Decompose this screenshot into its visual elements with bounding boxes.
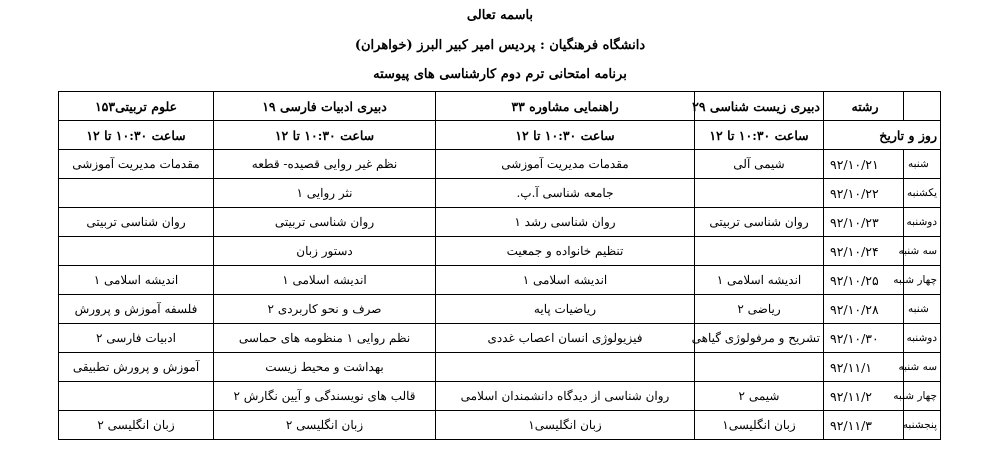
row-date: ۹۲/۱۱/۱ <box>824 353 904 382</box>
course-cell: آموزش و پرورش تطبیقی <box>59 353 214 382</box>
course-cell <box>59 237 214 266</box>
row-day: شنبه <box>904 295 941 324</box>
course-cell: صرف و نحو کاربردی ۲ <box>214 295 436 324</box>
column-title: راهنمایی مشاوره ۳۳ <box>436 92 695 121</box>
row-day: پنجشنبه <box>904 411 941 440</box>
table-row <box>59 353 941 382</box>
column-title: علوم تربیتی۱۵۳ <box>59 92 214 121</box>
table-row <box>59 179 941 208</box>
course-cell <box>59 382 214 411</box>
course-cell: اندیشه اسلامی ۱ <box>436 266 695 295</box>
course-cell: روان شناسی تربیتی <box>214 208 436 237</box>
table-header-row-1 <box>59 92 941 121</box>
course-cell <box>695 353 824 382</box>
doc-header-bismillah: باسمه تعالی <box>466 8 534 23</box>
course-cell: اندیشه اسلامی ۱ <box>59 266 214 295</box>
row-date: ۹۲/۱۱/۲ <box>824 382 904 411</box>
row-date: ۹۲/۱۰/۲۳ <box>824 208 904 237</box>
course-cell <box>436 353 695 382</box>
table-row <box>59 295 941 324</box>
column-time: ساعت ۱۰:۳۰ تا ۱۲ <box>695 121 824 150</box>
table-row <box>59 150 941 179</box>
table-row <box>59 237 941 266</box>
course-cell: بهداشت و محیط زیست <box>214 353 436 382</box>
row-day: دوشنبه <box>904 208 941 237</box>
header-corner-field: رشته <box>824 92 904 121</box>
header-corner-day <box>904 92 941 121</box>
row-day: شنبه <box>904 150 941 179</box>
table-row <box>59 208 941 237</box>
row-date: ۹۲/۱۰/۲۴ <box>824 237 904 266</box>
course-cell: جامعه شناسی آ.پ. <box>436 179 695 208</box>
course-cell <box>695 237 824 266</box>
row-date: ۹۲/۱۰/۳۰ <box>824 324 904 353</box>
course-cell: فیزیولوژی انسان اعصاب غددی <box>436 324 695 353</box>
course-cell: روان شناسی تربیتی <box>695 208 824 237</box>
column-time: ساعت ۱۰:۳۰ تا ۱۲ <box>214 121 436 150</box>
row-day: دوشنبه <box>904 324 941 353</box>
row-date: ۹۲/۱۰/۲۵ <box>824 266 904 295</box>
course-cell: نظم غیر روایی قصیده- قطعه <box>214 150 436 179</box>
course-cell <box>59 179 214 208</box>
course-cell: تشریح و مرفولوژی گیاهی <box>695 324 824 353</box>
column-time: ساعت ۱۰:۳۰ تا ۱۲ <box>59 121 214 150</box>
row-day: یکشنبه <box>904 179 941 208</box>
course-cell: مقدمات مدیریت آموزشی <box>59 150 214 179</box>
table-row <box>59 324 941 353</box>
row-day: سه شنبه <box>904 353 941 382</box>
row-day: چهار شنبه <box>904 266 941 295</box>
course-cell: اندیشه اسلامی ۱ <box>214 266 436 295</box>
row-date: ۹۲/۱۰/۲۸ <box>824 295 904 324</box>
table-header-row-2 <box>59 121 941 150</box>
course-cell: ریاضی ۲ <box>695 295 824 324</box>
course-cell: مقدمات مدیریت آموزشی <box>436 150 695 179</box>
column-title: دبیری زیست شناسی ۲۹ <box>695 92 824 121</box>
column-time: ساعت ۱۰:۳۰ تا ۱۲ <box>436 121 695 150</box>
course-cell: شیمی ۲ <box>695 382 824 411</box>
row-day: چهار شنبه <box>904 382 941 411</box>
course-cell: فلسفه آموزش و پرورش <box>59 295 214 324</box>
doc-header-title: برنامه امتحانی ترم دوم کارشناسی های پیوسته <box>373 67 627 82</box>
row-date: ۹۲/۱۰/۲۲ <box>824 179 904 208</box>
header-corner-day-date: روز و تاریخ <box>824 121 941 150</box>
course-cell: زبان انگلیسی۱ <box>436 411 695 440</box>
doc-header-institution: دانشگاه فرهنگیان : پردیس امیر کبیر البرز (خواهران) <box>354 38 646 53</box>
course-cell: نظم روایی ۱ منظومه های حماسی <box>214 324 436 353</box>
course-cell: زبان انگلیسی ۲ <box>59 411 214 440</box>
course-cell <box>695 179 824 208</box>
course-cell: روان شناسی از دیدگاه دانشمندان اسلامی <box>436 382 695 411</box>
row-date: ۹۲/۱۰/۲۱ <box>824 150 904 179</box>
table-row <box>59 382 941 411</box>
row-date: ۹۲/۱۱/۳ <box>824 411 904 440</box>
course-cell: قالب های نویسندگی و آیین نگارش ۲ <box>214 382 436 411</box>
course-cell: شیمی آلی <box>695 150 824 179</box>
course-cell: دستور زبان <box>214 237 436 266</box>
table-row <box>59 411 941 440</box>
course-cell: ادبیات فارسی ۲ <box>59 324 214 353</box>
row-day: سه شنبه <box>904 237 941 266</box>
course-cell: روان شناسی تربیتی <box>59 208 214 237</box>
course-cell: ریاضیات پایه <box>436 295 695 324</box>
course-cell: تنظیم خانواده و جمعیت <box>436 237 695 266</box>
table-row <box>59 266 941 295</box>
column-title: دبیری ادبیات فارسی ۱۹ <box>214 92 436 121</box>
course-cell: زبان انگلیسی ۲ <box>214 411 436 440</box>
exam-schedule-table <box>58 91 941 440</box>
course-cell: زبان انگلیسی۱ <box>695 411 824 440</box>
course-cell: نثر روایی ۱ <box>214 179 436 208</box>
course-cell: روان شناسی رشد ۱ <box>436 208 695 237</box>
course-cell: اندیشه اسلامی ۱ <box>695 266 824 295</box>
